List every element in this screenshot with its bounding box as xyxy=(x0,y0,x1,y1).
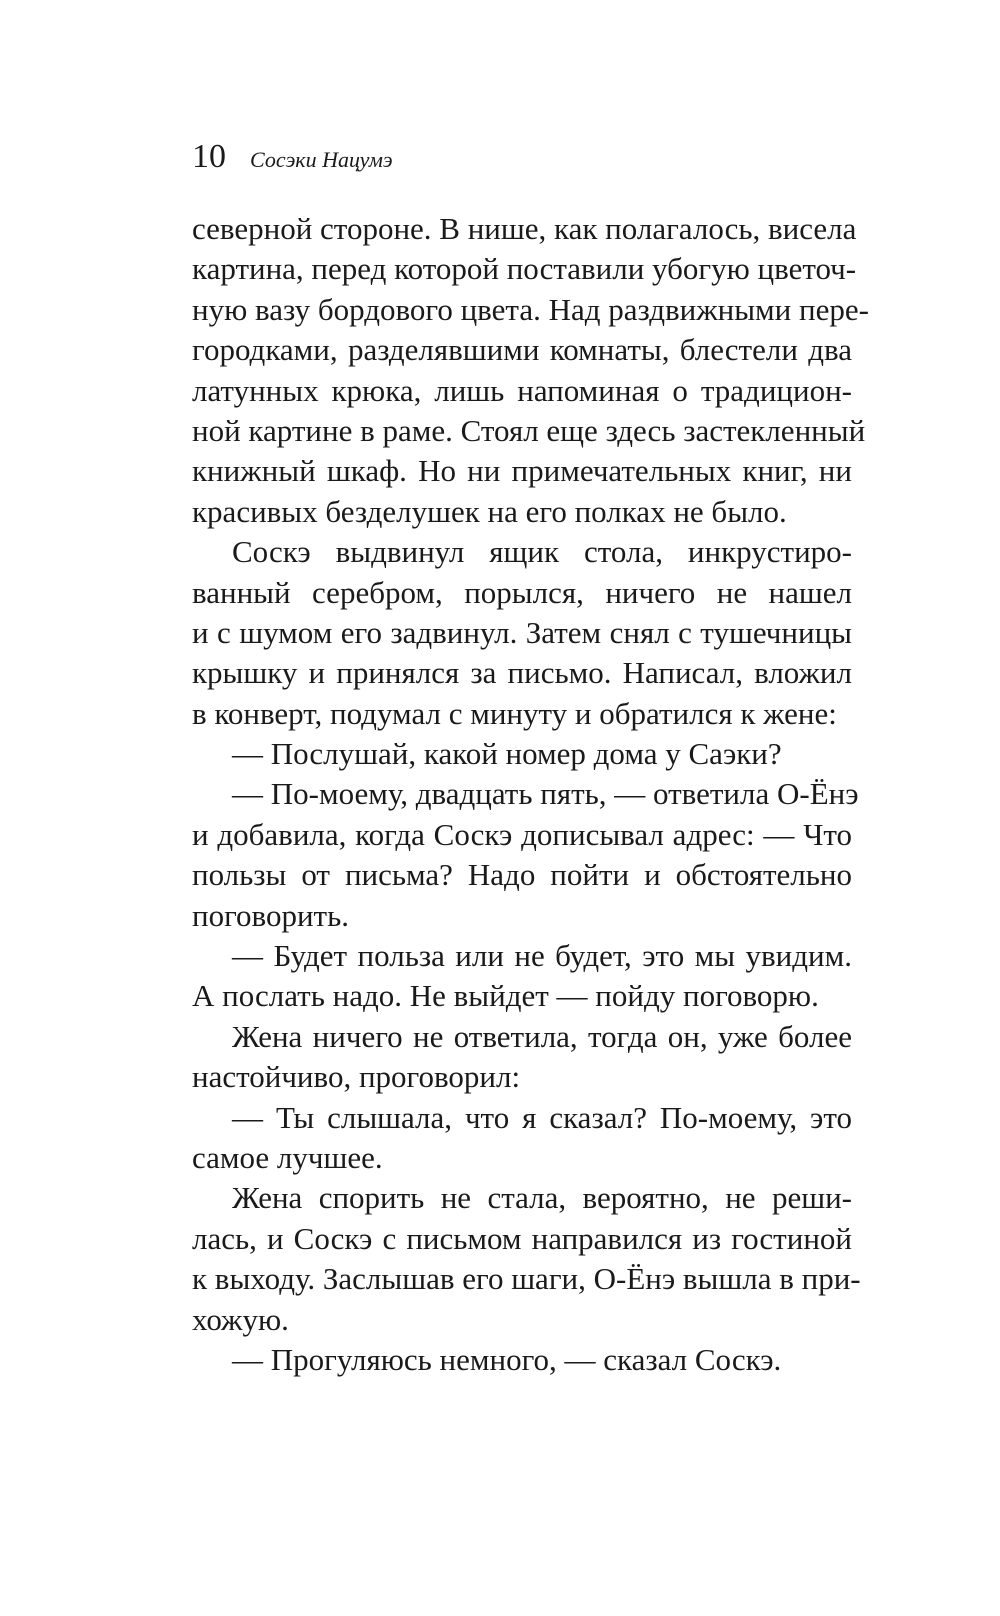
text-line: — Послушай, какой номер дома у Саэки? xyxy=(232,736,782,772)
text-line: к выходу. Заслышав его шаги, О-Ёнэ вышла в при- xyxy=(192,1261,861,1297)
paragraph xyxy=(192,1178,861,1340)
paragraph xyxy=(192,1098,852,1179)
text-line: пользы от письма? Надо пойти и обстоятельно xyxy=(192,857,852,893)
running-title: Сосэки Нацумэ xyxy=(250,147,393,172)
text-line: крышку и принялся за письмо. Написал, вложил xyxy=(192,655,852,691)
text-line: красивых безделушек на его полках не было. xyxy=(192,493,787,529)
text-line: картина, перед которой поставили убогую цветоч- xyxy=(192,251,857,287)
text-line: Жена спорить не стала, вероятно, не реши- xyxy=(232,1180,852,1216)
text-line: поговорить. xyxy=(192,897,349,933)
text-line: ную вазу бордового цвета. Над раздвижными пере- xyxy=(192,291,869,327)
paragraph xyxy=(192,734,852,774)
text-line: в конверт, подумал с минуту и обратился к жене: xyxy=(192,695,837,731)
text-line: лась, и Соскэ с письмом направился из гостиной xyxy=(192,1220,852,1256)
paragraph xyxy=(192,774,859,936)
text-line: северной стороне. В нише, как полагалось, висела xyxy=(192,211,857,246)
text-line: ной картине в раме. Стоял еще здесь застекленный xyxy=(192,412,866,448)
text-line: книжный шкаф. Но ни примечательных книг, ни xyxy=(192,453,852,489)
text-line: — Прогуляюсь немного, — сказал Соскэ. xyxy=(232,1341,782,1377)
text-line: — По-моему, двадцать пять, — ответила О-Ёнэ xyxy=(232,776,859,812)
text-line: и добавила, когда Соскэ дописывал адрес: — Что xyxy=(192,816,852,852)
text-line: самое лучшее. xyxy=(192,1139,383,1175)
paragraph xyxy=(192,1340,852,1380)
paragraph xyxy=(192,1017,852,1098)
text-line: Соскэ выдвинул ящик стола, инкрустиро- xyxy=(232,534,852,570)
text-line: хожую. xyxy=(192,1301,289,1337)
text-line: — Ты слышала, что я сказал? По-моему, это xyxy=(232,1099,852,1135)
text-line: настойчиво, проговорил: xyxy=(192,1059,521,1095)
body-text xyxy=(192,209,869,1380)
text-line: — Будет польза или не будет, это мы увидим. xyxy=(232,938,852,974)
text-line: и с шумом его задвинул. Затем снял с тушечницы xyxy=(192,614,852,650)
text-line: ванный серебром, порылся, ничего не нашел xyxy=(192,574,852,610)
running-head xyxy=(192,138,393,188)
paragraph xyxy=(192,532,852,734)
text-line: латунных крюка, лишь напоминая о традицион- xyxy=(192,372,852,408)
paragraph xyxy=(192,936,852,1017)
paragraph xyxy=(192,209,869,532)
text-line: городками, разделявшими комнаты, блестели два xyxy=(192,332,852,368)
text-line: Жена ничего не ответила, тогда он, уже более xyxy=(232,1018,852,1054)
page-number: 10 xyxy=(192,138,226,175)
text-line: А послать надо. Не выйдет — пойду поговорю. xyxy=(192,978,819,1014)
